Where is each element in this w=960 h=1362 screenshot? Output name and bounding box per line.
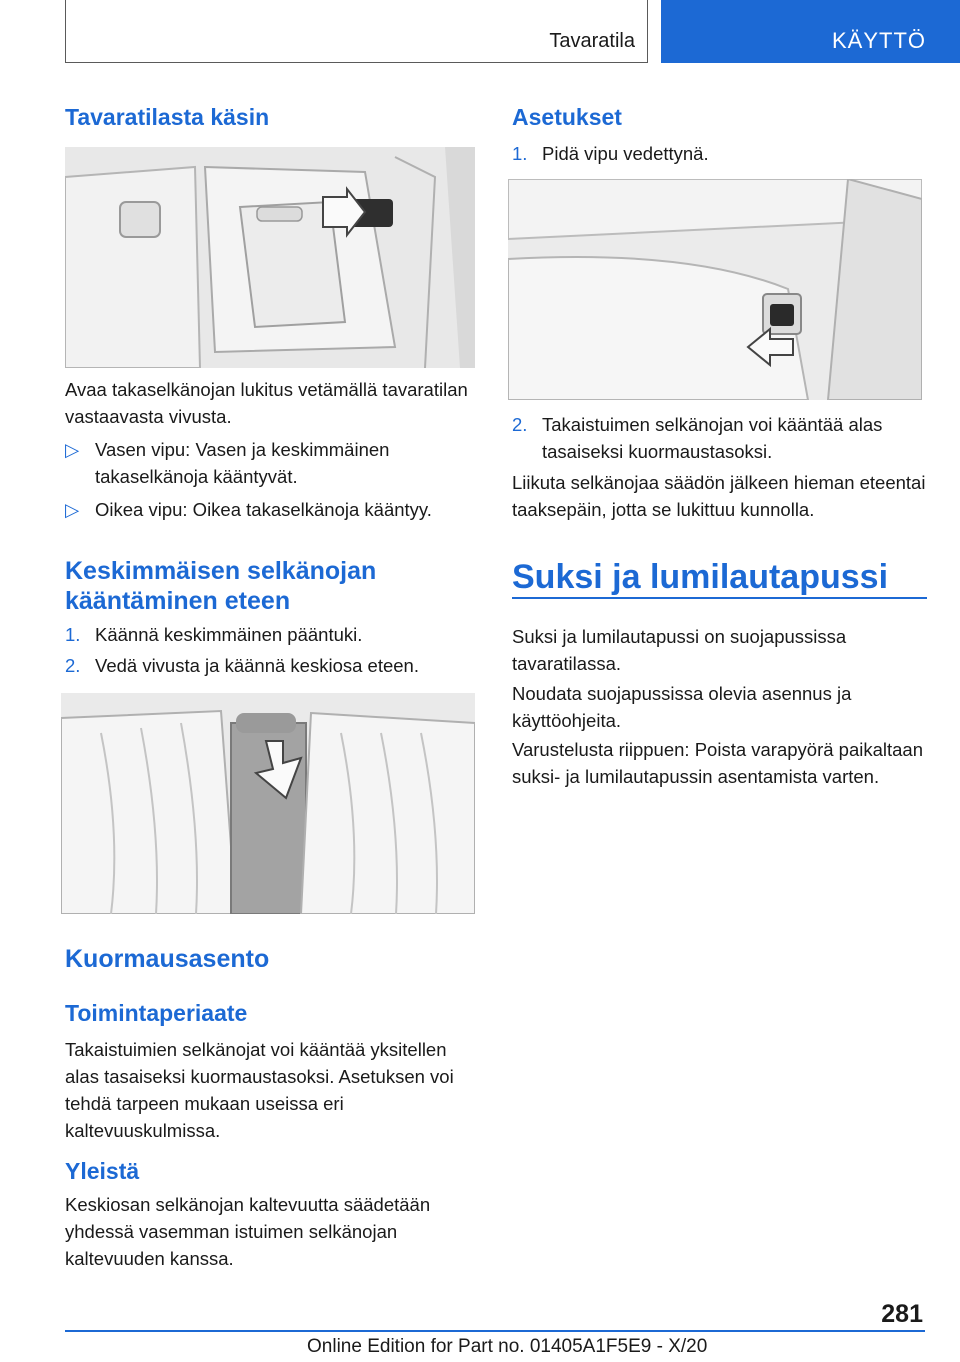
page-number: 281: [881, 1300, 923, 1328]
heading-loading-position: Kuormausasento: [65, 945, 270, 973]
step-text: Takaistuimen selkänojan voi kääntää alas tasaiseksi kuormaustasoksi.: [542, 414, 883, 462]
ski-bag-text-3: Varustelusta riippuen: Poista varapyörä paikaltaan suksi- ja lumilautapussin asentamista varten.: [512, 739, 924, 787]
lever-detail-illustration: [508, 179, 922, 400]
bullet-text: Oikea vipu: Oikea takaselkänoja kääntyy.: [95, 499, 432, 520]
header-section-tab: [661, 0, 960, 63]
step-text: Pidä vipu vedettynä.: [542, 143, 709, 164]
list-item: [65, 496, 477, 523]
section-title: KÄYTTÖ: [831, 28, 926, 53]
bullet-marker: ▷: [65, 439, 80, 460]
rear-seat-illustration: [61, 693, 475, 914]
step-number: 1.: [65, 624, 81, 645]
footer-edition: Online Edition for Part no. 01405A1F5E9 - X/20: [307, 1336, 708, 1357]
step-text: Vedä vivusta ja käännä keskiosa eteen.: [95, 655, 419, 676]
trunk-lever-illustration: [65, 147, 475, 368]
list-item: [65, 621, 477, 648]
heading-settings: Asetukset: [512, 104, 622, 130]
step-number: 1.: [512, 143, 528, 164]
bullet-marker: ▷: [65, 499, 80, 520]
list-item: [65, 436, 477, 490]
list-item: [512, 140, 927, 167]
heading-from-trunk: Tavaratilasta käsin: [65, 104, 270, 130]
principle-text: Takaistuimien selkänojat voi kääntää yksitellen alas tasaiseksi kuormaustasoksi. Asetuksen voi tehdä tarpeen mukaan useissa eri kaltevuuskulmissa.: [65, 1039, 454, 1141]
ski-bag-text-2: Noudata suojapussissa olevia asennus ja käyttöohjeita.: [512, 683, 852, 731]
intro-text: Avaa takaselkänojan lukitus vetämällä tavaratilan vastaavasta vivusta.: [65, 379, 468, 427]
step-number: 2.: [65, 655, 81, 676]
heading-general: Yleistä: [65, 1158, 140, 1184]
chapter-title: Tavaratila: [549, 30, 635, 52]
list-item: [512, 411, 927, 465]
step-text: Käännä keskimmäinen pääntuki.: [95, 624, 363, 645]
ski-bag-text-1: Suksi ja lumilautapussi on suojapussissa tavaratilassa.: [512, 626, 847, 674]
heading-ski-bag: Suksi ja lumilautapussi: [512, 558, 889, 596]
heading-principle: Toimintaperiaate: [65, 1000, 248, 1026]
heading-underline: [512, 597, 927, 599]
after-adjust-text: Liikuta selkänojaa säädön jälkeen hieman eteentai taaksepäin, jotta se lukittuu kunnolla.: [512, 472, 926, 520]
footer-divider: [65, 1330, 925, 1332]
step-number: 2.: [512, 414, 528, 435]
list-item: [65, 652, 477, 679]
general-text: Keskiosan selkänojan kaltevuutta säädetään yhdessä vasemman istuimen selkänojan kaltevuuden kanssa.: [65, 1194, 431, 1269]
bullet-text: Vasen vipu: Vasen ja keskimmäinen takaselkänoja kääntyvät.: [95, 439, 390, 487]
header-chapter-tab: [65, 0, 648, 63]
heading-middle-backrest: Keskimmäisen selkänojan kääntäminen eteen: [65, 557, 377, 615]
